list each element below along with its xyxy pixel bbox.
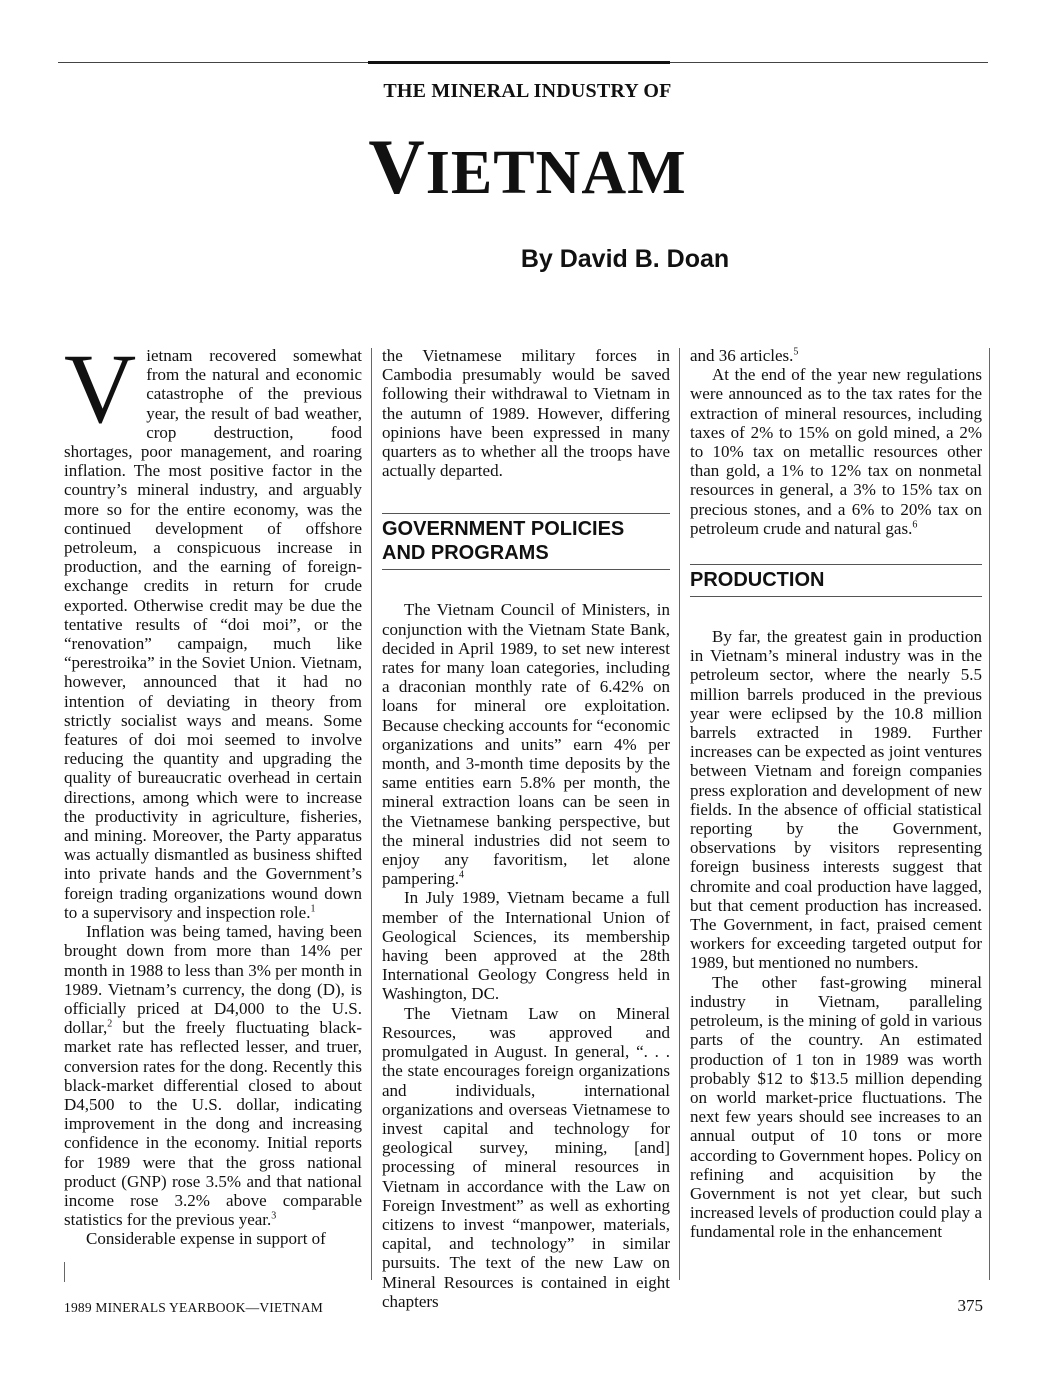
title-initial: V xyxy=(368,123,426,210)
column-divider xyxy=(679,348,680,1280)
footnote-ref: 6 xyxy=(912,519,918,531)
byline: By David B. Doan xyxy=(520,245,730,273)
supertitle: THE MINERAL INDUSTRY OF xyxy=(383,80,672,102)
intro-paragraph: Vietnam recovered somewhat from the natural and economic catastrophe of the previous year, the result of bad weather, crop destruction, food shortages, poor management, and roaring inflation. The most positive factor in the country’s mineral industry, and arguably more so for the entire economy, was the continued development of offshore petroleum, a conspicuous increase in production, and the earning of foreign-exchange credits in return for crude exported. Otherwise credit may be due the tentative results of “doi moi”, or the “renovation” campaign, much like “perestroika” in the Soviet Union. Vietnam, however, announced that it had no intention of deviating in theory from strictly socialist ways and means. Some features of doi moi seemed to involve reducing the quantity and upgrading the quality of bureaucratic overhead in certain directions, among which were to increase the productivity in agriculture, fisheries, and mining. Moreover, the Party apparatus was actually dismantled as business shifted into private hands and the Government’s foreign trading organizations wound down to a supervisory and inspection role.$^1$ xyxy=(64,333,362,922)
drop-cap: V xyxy=(64,333,137,444)
page-title xyxy=(0,123,1055,210)
paragraph: At the end of the year new regulations were announced as to the tax rates for the extraction of mineral resources, including taxes of 2% to 15% on gold mined, a 2% to 10% tax on metallic resources other than gold, a 1% to 12% tax on nonmetal resources in general, a 3% to 15% tax on precious stones, and a 6% to 20% tax on petroleum crude and natural gas.$^6$ xyxy=(690,365,982,538)
paragraph: The Vietnam Council of Ministers, in conjunction with the Vietnam State Bank, decided in April 1989, to set new interest rates for many loan categories, including a draconian monthly rate of 6.42% on loans for mineral ore exploitation. Because checking accounts for “economic organizations and units” earn 4% per month, and 3-month time deposits by the same entities earn 5.8% per month, the mineral extraction loans can be seen in the Vietnamese banking perspective, but the mineral industries did not seem to enjoy any favoritism, let alone pampering.$^4$ xyxy=(382,600,670,889)
title-rule xyxy=(368,61,670,64)
column-3 xyxy=(690,346,982,1242)
column-1 xyxy=(64,333,362,1249)
column-divider xyxy=(64,1262,65,1282)
paragraph: the Vietnamese military forces in Cambodia presumably would be saved following their withdrawal to Vietnam in the autumn of 1989. However, differing opinions have been expressed in many quarters as to whether all the troops have actually departed. xyxy=(382,346,670,481)
paragraph: The Vietnam Law on Mineral Resources, was approved and promulgated in August. In general, “. . . the state encourages foreign organizations and individuals, international organizations and overseas Vietnamese to invest capital and technology for geological survey, mining, [and] processing of mineral resources in Vietnam in accordance with the Law on Foreign Investment” as well as exhorting citizens to invest “manpower, materials, capital, and technology” in similar pursuits. The text of the new Law on Mineral Resources is contained in eight chapters xyxy=(382,1003,670,1311)
paragraph: Inflation was being tamed, having been brought down from more than 14% per month in 1988 to less than 3% per month in 1989. Vietnam’s currency, the dong (D), is officially priced at D4,000 to the U.S. dollar,$^2$ but the freely fluctuating black-market rate has reflected lesser, and truer, conversion rates for the dong. Recently this black-market differential closed to about D4,500 to the U.S. dollar, indicating improvement in the dong and increasing confidence in the economy. Initial reports for 1989 were that the gross national product (GNP) rose 3.5% and that national income rose 3.2% above comparable statistics for the previous year.$^3$ xyxy=(64,922,362,1230)
running-footer: 1989 MINERALS YEARBOOK—VIETNAM xyxy=(64,1300,323,1315)
column-divider xyxy=(371,348,372,1280)
paragraph: In July 1989, Vietnam became a full member of the International Union of Geological Sciences, its membership having been approved at the 28th International Geology Congress held in Washington, DC. xyxy=(382,888,670,1004)
paragraph: and 36 articles.$^5$ xyxy=(690,346,799,365)
footnote-ref: 1 xyxy=(310,903,316,915)
section-heading: PRODUCTION xyxy=(690,564,982,597)
footnote-ref: 4 xyxy=(458,869,464,881)
footnote-ref: 2 xyxy=(107,1018,113,1030)
title-rest: IETNAM xyxy=(425,139,687,207)
column-2 xyxy=(382,346,670,1311)
paragraph: Considerable expense in support of xyxy=(86,1229,326,1249)
column-divider xyxy=(989,348,990,1280)
section-heading: GOVERNMENT POLICIES AND PROGRAMS xyxy=(382,513,670,570)
footnote-ref: 5 xyxy=(793,346,799,358)
paragraph: By far, the greatest gain in production in Vietnam’s mineral industry was in the petroleum sector, where the nearly 5.5 million barrels produced in the previous year were eclipsed by the 10.8 million barrels extracted in 1989. Further increases can be expected as joint ventures between Vietnam and foreign companies press exploration and development of new fields. In the absence of official statistical reporting by the Government, observations by visitors representing foreign business interests suggest that chromite and coal production have lagged, but that cement production has increased. The Government, in fact, praised cement workers for exceeding targeted output for 1989, but mentioned no numbers. xyxy=(690,627,982,973)
paragraph: The other fast-growing mineral industry in Vietnam, paralleling petroleum, is the mining of gold in various parts of the country. An estimated production of 1 ton in 1989 was worth probably $12 to $13.5 million depending on world market-price fluctuations. The next few years should see increases to an annual output of 10 tons or more according to Government hopes. Policy on refining and acquisition by the Government is not yet clear, but such increased levels of production could play a fundamental role in the enhancement xyxy=(690,972,982,1242)
footnote-ref: 3 xyxy=(271,1210,277,1222)
page-number: 375 xyxy=(957,1296,983,1315)
